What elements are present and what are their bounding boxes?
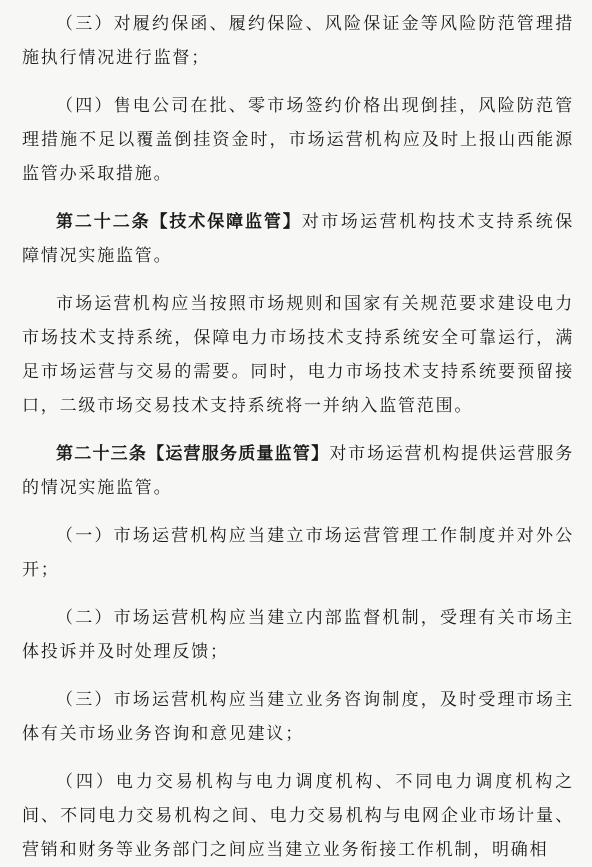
paragraph-service-2: （二）市场运营机构应当建立内部监督机制，受理有关市场主体投诉并及时处理反馈； xyxy=(22,608,574,662)
paragraph-clause-4: （四）售电公司在批、零市场签约价格出现倒挂，风险防范管理措施不足以覆盖倒挂资金时，市场运营机构应及时上报山西能源监管办采取措施。 xyxy=(22,96,574,184)
article-23-text: 对市场运营机构提供运营服务的情况实施监管。 xyxy=(22,444,575,498)
article-22-text: 对市场运营机构技术支持系统保障情况实施监管。 xyxy=(22,212,574,266)
paragraph-service-4: （四）电力交易机构与电力调度机构、不同电力调度机构之间、不同电力交易机构之间、电力交易机构与电网企业市场计量、营销和财务等业务部门之间应当建立业务衔接工作机制，明确相 xyxy=(22,772,574,860)
paragraph-service-1: （一）市场运营机构应当建立市场运营管理工作制度并对外公开； xyxy=(22,526,574,580)
paragraph-technical-support: 市场运营机构应当按照市场规则和国家有关规范要求建设电力市场技术支持系统，保障电力市场技术支持系统安全可靠运行，满足市场运营与交易的需要。同时，电力市场技术支持系统要预留接口，二级市场交易技术支持系统将一并纳入监管范围。 xyxy=(22,294,574,416)
paragraph-article-22 xyxy=(22,205,574,273)
paragraph-clause-3: （三）对履约保函、履约保险、风险保证金等风险防范管理措施执行情况进行监督； xyxy=(22,14,574,68)
article-23-heading: 第二十三条【运营服务质量监管】 xyxy=(56,444,330,464)
paragraph-service-3: （三）市场运营机构应当建立业务咨询制度，及时受理市场主体有关市场业务咨询和意见建议； xyxy=(22,690,574,744)
article-22-heading: 第二十二条【技术保障监管】 xyxy=(56,212,302,232)
paragraph-article-23 xyxy=(22,437,574,505)
